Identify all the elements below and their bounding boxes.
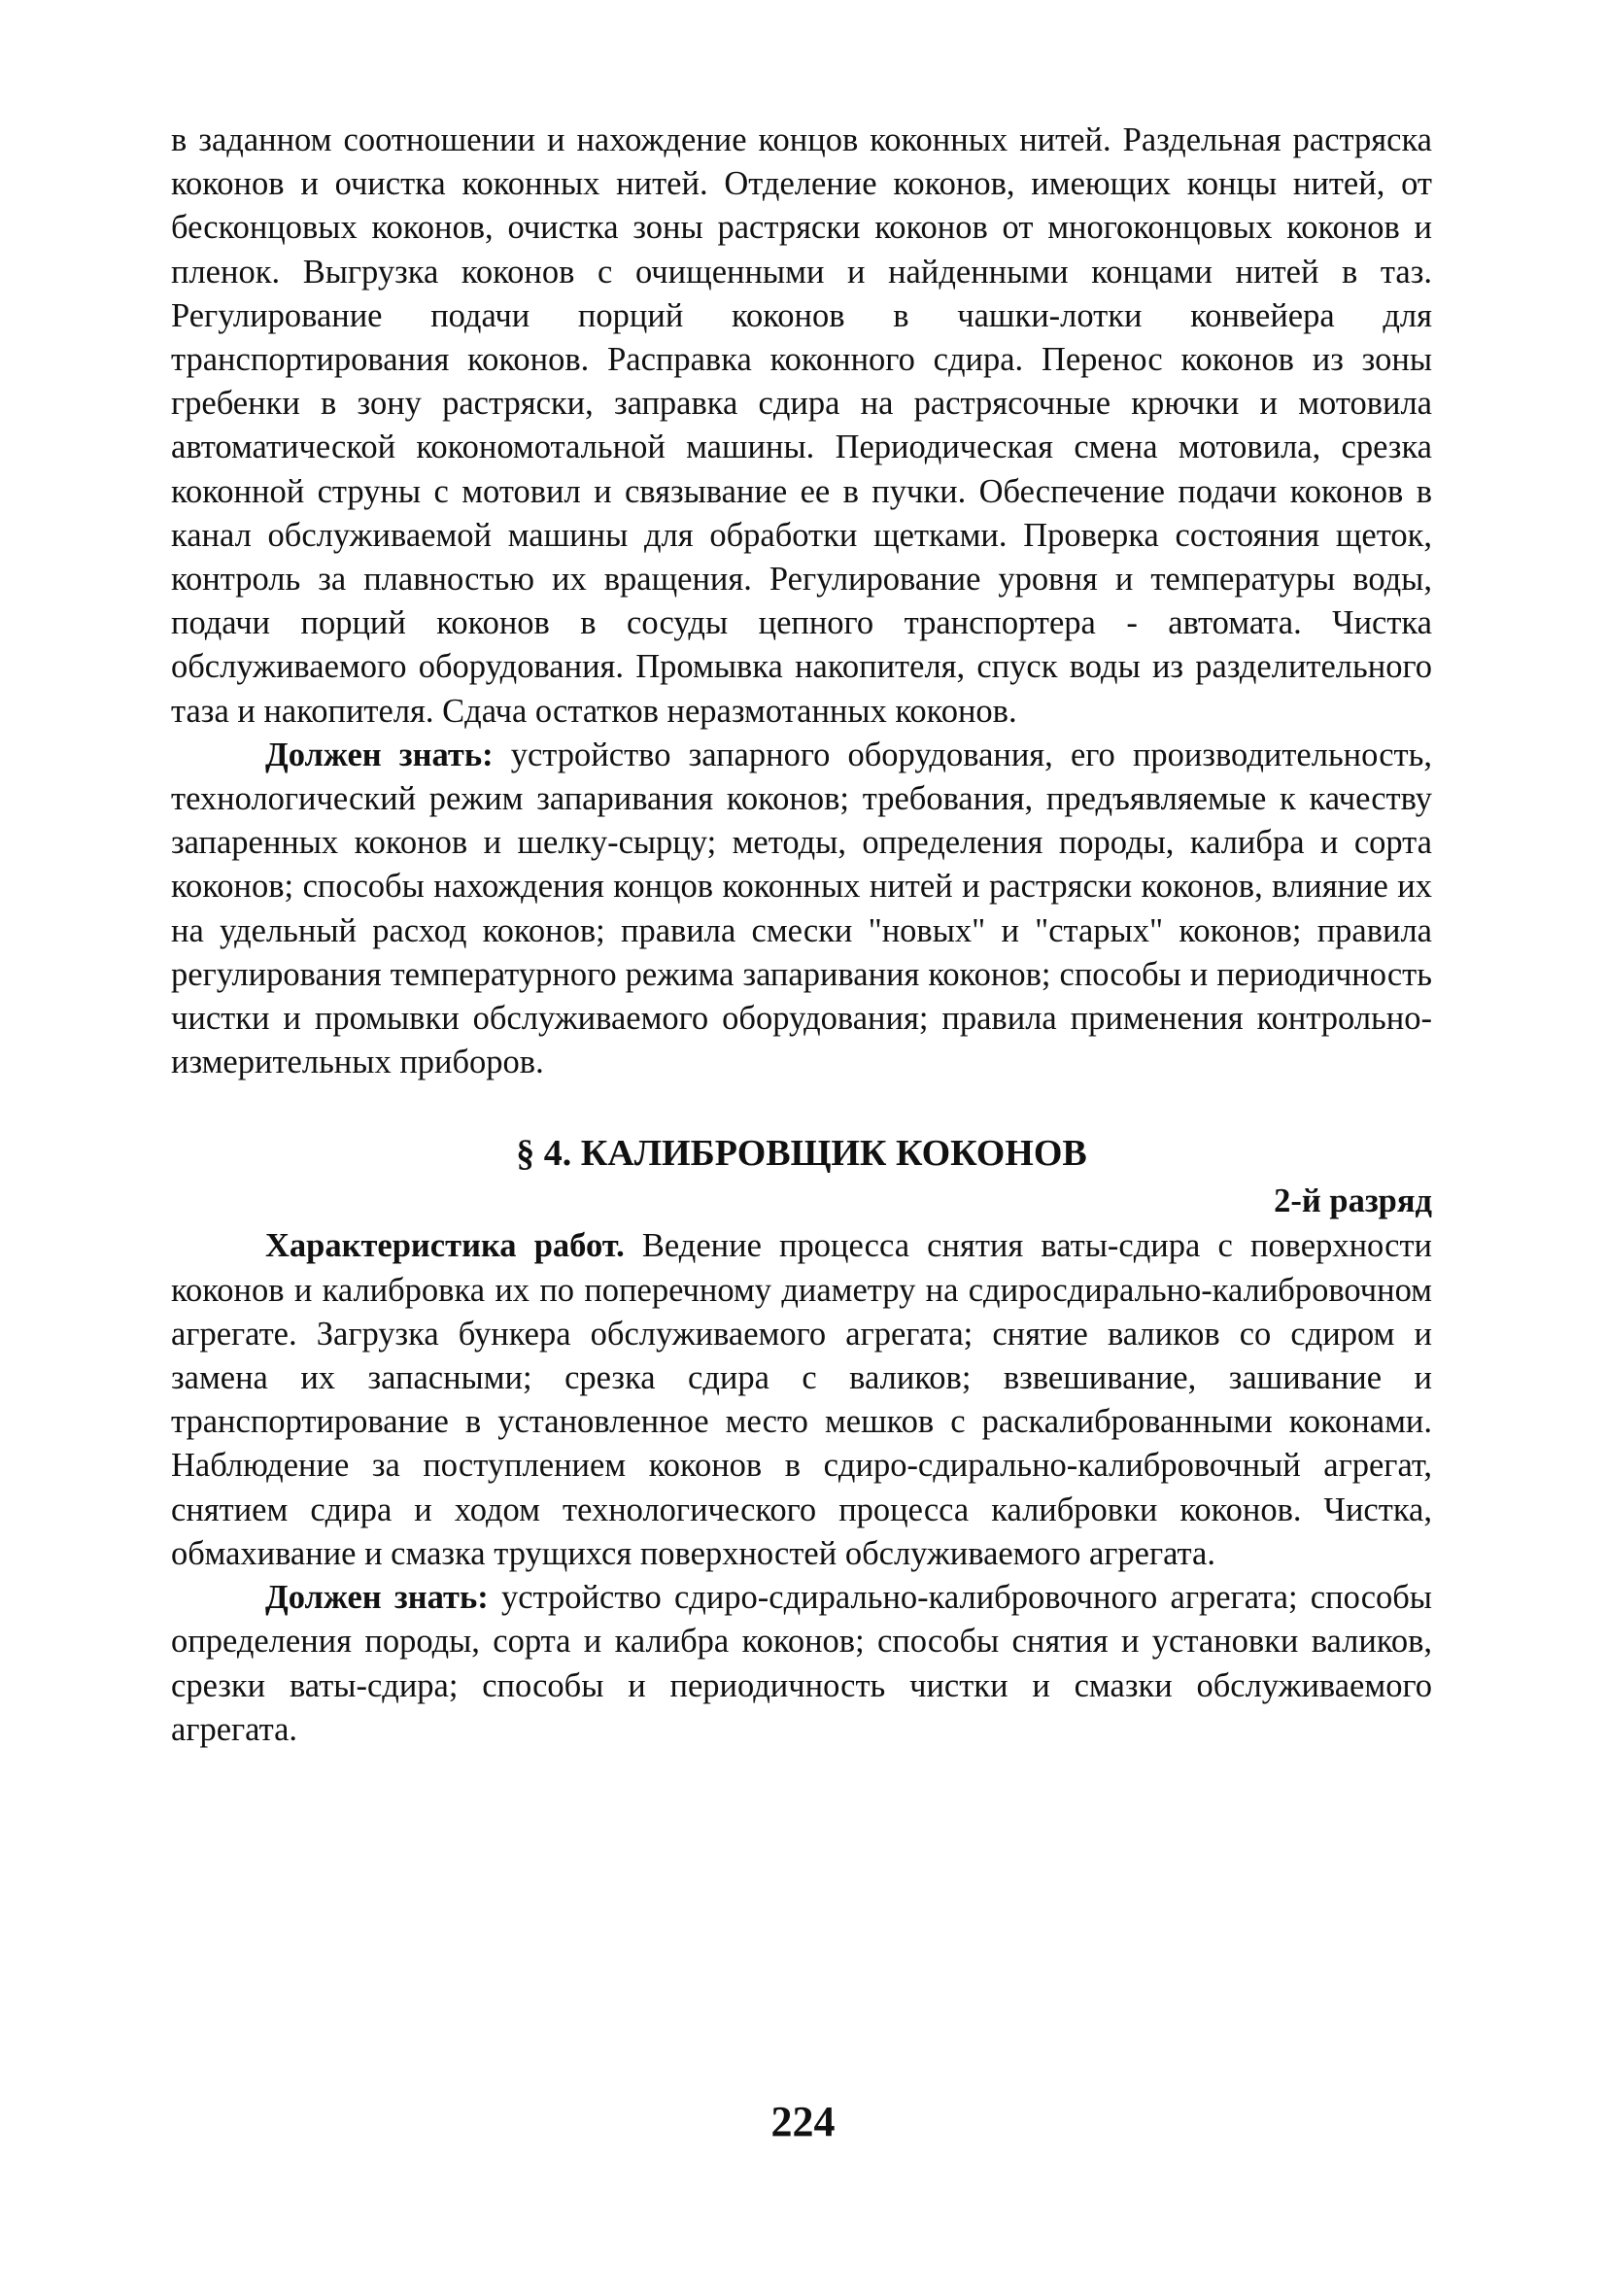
continuation-paragraph: в заданном соотношении и нахождение концов коконных нитей. Раздельная растряска коконов и очистка коконных нитей. Отделение коконов, имеющих концы нитей, от бесконцовых коконов, очистка зоны растряски коконов от многоконцовых коконов и пленок. Выгрузка коконов с очищенными и найденными концами нитей в таз. Регулирование подачи порций коконов в чашки-лотки конвейера для транспортирования коконов. Расправка коконного сдира. Перенос коконов из зоны гребенки в зону растряски, заправка сдира на растрясочные крючки и мотовила автоматической кокономотальной машины. Периодическая смена мотовила, срезка коконной струны с мотовил и связывание ее в пучки. Обеспечение подачи коконов в канал обслуживаемой машины для обработки щетками. Проверка состояния щеток, контроль за плавностью их вращения. Регулирование уровня и температуры воды, подачи порций коконов в сосуды цепного транспортера - автомата. Чистка обслуживаемого оборудования. Промывка накопителя, спуск воды из разделительного таза и накопителя. Сдача остатков неразмотанных коконов. <box>171 121 1432 730</box>
knowledge-label: Должен знать: <box>265 736 494 773</box>
characteristics-paragraph <box>171 1224 1432 1576</box>
characteristics-label: Характеристика работ. <box>265 1227 625 1265</box>
section-knowledge-paragraph <box>171 1576 1432 1752</box>
page-number: 224 <box>770 2098 836 2145</box>
section-knowledge-text: устройство сдиро-сдирально-калибровочного агрегата; способы определения породы, сорта и калибра коконов; способы снятия и установки валиков, срезки ваты-сдира; способы и периодичность чистки и смазки обслуживаемого агрегата. <box>171 1579 1432 1748</box>
section-title: § 4. КАЛИБРОВЩИК КОКОНОВ <box>516 1133 1087 1175</box>
grade-label: 2-й разряд <box>1274 1182 1432 1220</box>
section-knowledge-label: Должен знать: <box>265 1579 489 1617</box>
knowledge-text: устройство запарного оборудования, его производительность, технологический режим запаривания коконов; требования, предъявляемые к качеству запаренных коконов и шелку-сырцу; методы, определения породы, калибра и сорта коконов; способы нахождения концов коконных нитей и растряски коконов, влияние их на удельный расход коконов; правила смески "новых" и "старых" коконов; правила регулирования температурного режима запаривания коконов; способы и периодичность чистки и промывки обслуживаемого оборудования; правила применения контрольно-измерительных приборов. <box>171 736 1432 1081</box>
document-body <box>171 119 1432 1752</box>
knowledge-paragraph <box>171 734 1432 1085</box>
characteristics-text: Ведение процесса снятия ваты-сдира с поверхности коконов и калибровка их по поперечному диаметру на сдиросдирально-калибровочном агрегате. Загрузка бункера обслуживаемого агрегата; снятие валиков со сдиром и замена их запасными; срезка сдира с валиков; взвешивание, зашивание и транспортирование в установленное место мешков с раскалиброванными коконами. Наблюдение за поступлением коконов в сдиро-сдирально-калибровочный агрегат, снятием сдира и ходом технологического процесса калибровки коконов. Чистка, обмахивание и смазка трущихся поверхностей обслуживаемого агрегата. <box>171 1227 1432 1572</box>
